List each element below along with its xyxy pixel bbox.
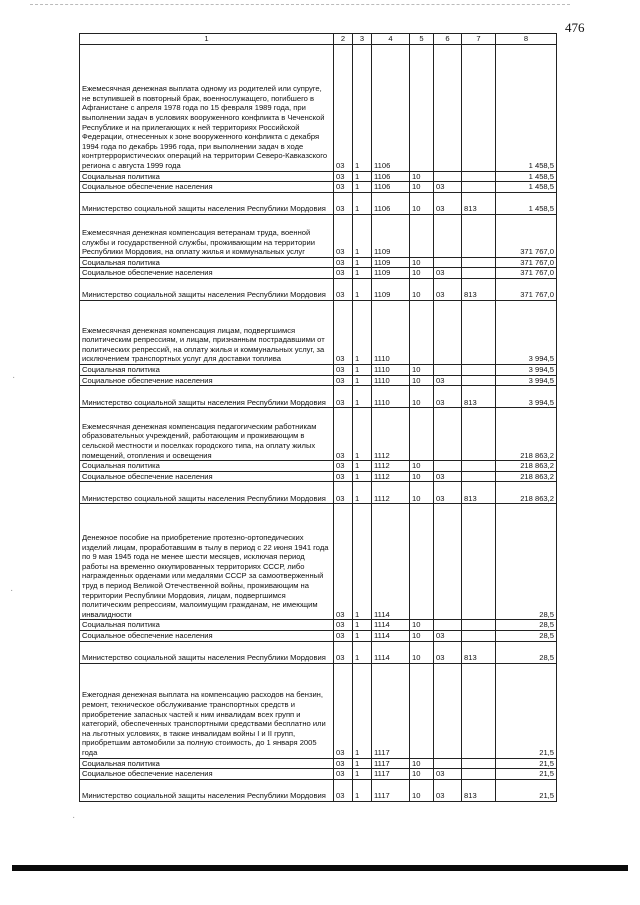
row-amount-cell: 371 767,0: [496, 268, 557, 279]
row-code-cell: 1: [353, 471, 372, 482]
row-name-cell: Социальное обеспечение населения: [80, 769, 334, 780]
table-row: [80, 44, 557, 171]
row-amount-cell: 3 994,5: [496, 300, 557, 364]
row-name-cell: Социальное обеспечение населения: [80, 268, 334, 279]
row-ministry-cell: [462, 471, 496, 482]
row-ministry-cell: [462, 630, 496, 641]
table-row: [80, 257, 557, 268]
row-code-cell: 1: [353, 641, 372, 663]
row-code-cell: 03: [334, 663, 353, 758]
row-name-cell: Социальная политика: [80, 364, 334, 375]
row-code-cell: 1109: [372, 257, 410, 268]
row-code-cell: 1109: [372, 268, 410, 279]
row-code-cell: 03: [334, 182, 353, 193]
row-name-cell: Ежемесячная денежная компенсация ветеранам труда, военной службы и государственной службы, проживающим на территории Республики Мордовия, на оплату жилья и коммунальных услуг: [80, 214, 334, 257]
row-amount-cell: 28,5: [496, 630, 557, 641]
column-header: 8: [496, 34, 557, 45]
row-subsection-cell: [434, 171, 462, 182]
row-subsection-cell: 03: [434, 779, 462, 801]
row-code-cell: 03: [334, 44, 353, 171]
table-row: [80, 482, 557, 504]
row-ministry-cell: [462, 257, 496, 268]
row-section-cell: 10: [410, 482, 434, 504]
table-row: [80, 758, 557, 769]
row-ministry-cell: [462, 375, 496, 386]
row-name-cell: Социальное обеспечение населения: [80, 471, 334, 482]
row-section-cell: 10: [410, 461, 434, 472]
row-section-cell: 10: [410, 471, 434, 482]
row-amount-cell: 21,5: [496, 663, 557, 758]
row-name-cell: Ежегодная денежная выплата на компенсацию расходов на бензин, ремонт, техническое обслуживание транспортных средств и приобретение запасных частей к ним инвалидам всех групп и категорий, обеспеченных транспортными средствами бесплатно или на льготных условиях, в также инвалидам войны I и II групп, приобретшим автомобили за полную стоимость, до 1 января 2005 года: [80, 663, 334, 758]
row-code-cell: 1: [353, 278, 372, 300]
row-code-cell: 1: [353, 663, 372, 758]
row-code-cell: 1: [353, 375, 372, 386]
scan-bottom-bar: [12, 865, 628, 871]
row-code-cell: 1: [353, 300, 372, 364]
row-section-cell: 10: [410, 257, 434, 268]
row-ministry-cell: [462, 408, 496, 461]
row-code-cell: 1112: [372, 408, 410, 461]
row-code-cell: 1: [353, 192, 372, 214]
row-code-cell: 1109: [372, 214, 410, 257]
column-header: 6: [434, 34, 462, 45]
row-code-cell: 03: [334, 300, 353, 364]
row-subsection-cell: 03: [434, 192, 462, 214]
row-amount-cell: 371 767,0: [496, 278, 557, 300]
row-code-cell: 1: [353, 779, 372, 801]
row-name-cell: Социальная политика: [80, 620, 334, 631]
row-name-cell: Социальная политика: [80, 171, 334, 182]
row-section-cell: [410, 44, 434, 171]
row-amount-cell: 218 863,2: [496, 461, 557, 472]
row-code-cell: 03: [334, 482, 353, 504]
row-code-cell: 1109: [372, 278, 410, 300]
row-subsection-cell: [434, 408, 462, 461]
row-code-cell: 1110: [372, 364, 410, 375]
row-code-cell: 03: [334, 364, 353, 375]
row-code-cell: 1: [353, 171, 372, 182]
row-code-cell: 1112: [372, 482, 410, 504]
row-section-cell: [410, 504, 434, 620]
table-row: [80, 300, 557, 364]
row-code-cell: 03: [334, 758, 353, 769]
row-amount-cell: 28,5: [496, 641, 557, 663]
row-name-cell: Ежемесячная денежная выплата одному из родителей или супруге, не вступившей в повторный брак, военнослужащего, погибшего в Афганистане с апреля 1978 года по 15 февраля 1989 года, при выполнении задач в условиях вооруженного конфликта в Чеченской Республике и на прилегающих к ней территориях Российской Федерации, отнесенных к зоне вооруженного конфликта с декабря 1994 года по декабрь 1996 года, при выполнении задач в ходе контртеррористических операций на территории Северо-Кавказского региона с августа 1999 года: [80, 44, 334, 171]
row-code-cell: 03: [334, 278, 353, 300]
row-amount-cell: 3 994,5: [496, 386, 557, 408]
row-ministry-cell: [462, 758, 496, 769]
row-code-cell: 1106: [372, 44, 410, 171]
row-code-cell: 03: [334, 779, 353, 801]
row-code-cell: 1110: [372, 386, 410, 408]
row-code-cell: 03: [334, 192, 353, 214]
row-code-cell: 1114: [372, 504, 410, 620]
row-ministry-cell: [462, 364, 496, 375]
row-name-cell: Социальное обеспечение населения: [80, 375, 334, 386]
row-code-cell: 03: [334, 214, 353, 257]
row-code-cell: 1: [353, 630, 372, 641]
row-code-cell: 1114: [372, 630, 410, 641]
column-header: 7: [462, 34, 496, 45]
table-row: [80, 278, 557, 300]
row-name-cell: Министерство социальной защиты населения Республики Мордовия: [80, 482, 334, 504]
table-row: [80, 375, 557, 386]
row-section-cell: 10: [410, 171, 434, 182]
row-name-cell: Социальная политика: [80, 461, 334, 472]
row-name-cell: Социальная политика: [80, 257, 334, 268]
budget-table: [79, 33, 557, 802]
row-ministry-cell: [462, 620, 496, 631]
row-code-cell: 1: [353, 214, 372, 257]
row-ministry-cell: [462, 214, 496, 257]
row-section-cell: [410, 408, 434, 461]
row-code-cell: 1110: [372, 300, 410, 364]
row-code-cell: 1: [353, 268, 372, 279]
row-code-cell: 03: [334, 268, 353, 279]
row-amount-cell: 218 863,2: [496, 471, 557, 482]
row-code-cell: 03: [334, 461, 353, 472]
row-name-cell: Денежное пособие на приобретение протезно-ортопедических изделий лицам, проработавшим в тылу в период с 22 июня 1941 года по 9 мая 1945 года не менее шести месяцев, исключая период работы на временно оккупированных территориях СССР, либо награжденных орденами или медалями СССР за самоотверженный труд в период Великой Отечественной войны, проживающим на территории Республики Мордовия, лицам, подвергшимся политическим репрессиям, малоимущим гражданам, не имеющим инвалидности: [80, 504, 334, 620]
row-amount-cell: 371 767,0: [496, 214, 557, 257]
table-row: [80, 171, 557, 182]
table-header-row: [80, 34, 557, 45]
row-code-cell: 03: [334, 641, 353, 663]
row-section-cell: [410, 663, 434, 758]
table-row: [80, 192, 557, 214]
row-subsection-cell: 03: [434, 386, 462, 408]
row-subsection-cell: 03: [434, 268, 462, 279]
row-ministry-cell: [462, 504, 496, 620]
row-code-cell: 03: [334, 471, 353, 482]
row-code-cell: 1110: [372, 375, 410, 386]
table-row: [80, 471, 557, 482]
row-amount-cell: 1 458,5: [496, 182, 557, 193]
row-code-cell: 03: [334, 504, 353, 620]
row-section-cell: 10: [410, 182, 434, 193]
row-code-cell: 1: [353, 620, 372, 631]
row-code-cell: 1106: [372, 171, 410, 182]
row-code-cell: 1: [353, 482, 372, 504]
table-row: [80, 504, 557, 620]
row-code-cell: 1: [353, 758, 372, 769]
row-amount-cell: 371 767,0: [496, 257, 557, 268]
row-code-cell: 1114: [372, 641, 410, 663]
table-row: [80, 182, 557, 193]
row-section-cell: 10: [410, 758, 434, 769]
table-row: [80, 214, 557, 257]
row-ministry-cell: 813: [462, 386, 496, 408]
row-ministry-cell: [462, 769, 496, 780]
table-row: [80, 268, 557, 279]
row-amount-cell: 28,5: [496, 504, 557, 620]
row-subsection-cell: [434, 44, 462, 171]
column-header: 1: [80, 34, 334, 45]
row-code-cell: 1: [353, 364, 372, 375]
row-section-cell: [410, 214, 434, 257]
row-code-cell: 03: [334, 630, 353, 641]
row-section-cell: 10: [410, 620, 434, 631]
row-code-cell: 1117: [372, 663, 410, 758]
row-section-cell: 10: [410, 641, 434, 663]
table-body: [80, 44, 557, 801]
row-code-cell: 03: [334, 171, 353, 182]
row-subsection-cell: 03: [434, 278, 462, 300]
row-code-cell: 1: [353, 44, 372, 171]
row-subsection-cell: [434, 504, 462, 620]
row-section-cell: 10: [410, 375, 434, 386]
row-section-cell: 10: [410, 630, 434, 641]
row-amount-cell: 3 994,5: [496, 375, 557, 386]
row-subsection-cell: 03: [434, 471, 462, 482]
row-ministry-cell: [462, 44, 496, 171]
row-code-cell: 1112: [372, 471, 410, 482]
row-name-cell: Социальное обеспечение населения: [80, 182, 334, 193]
row-ministry-cell: [462, 300, 496, 364]
row-ministry-cell: 813: [462, 192, 496, 214]
row-code-cell: 1106: [372, 192, 410, 214]
table-row: [80, 641, 557, 663]
table-row: [80, 364, 557, 375]
row-subsection-cell: [434, 758, 462, 769]
row-section-cell: 10: [410, 779, 434, 801]
row-ministry-cell: [462, 268, 496, 279]
row-code-cell: 03: [334, 375, 353, 386]
column-header: 4: [372, 34, 410, 45]
row-ministry-cell: [462, 663, 496, 758]
row-amount-cell: 21,5: [496, 769, 557, 780]
row-subsection-cell: 03: [434, 641, 462, 663]
row-name-cell: Министерство социальной защиты населения Республики Мордовия: [80, 192, 334, 214]
row-amount-cell: 3 994,5: [496, 364, 557, 375]
column-header: 5: [410, 34, 434, 45]
row-subsection-cell: [434, 214, 462, 257]
table-row: [80, 630, 557, 641]
row-code-cell: 03: [334, 620, 353, 631]
row-subsection-cell: [434, 257, 462, 268]
row-code-cell: 1117: [372, 769, 410, 780]
row-code-cell: 1: [353, 182, 372, 193]
row-section-cell: [410, 300, 434, 364]
scan-speck: ·: [10, 585, 14, 596]
row-code-cell: 1: [353, 386, 372, 408]
row-amount-cell: 28,5: [496, 620, 557, 631]
page-number: 476: [565, 20, 585, 35]
row-section-cell: 10: [410, 364, 434, 375]
table-row: [80, 461, 557, 472]
row-amount-cell: 1 458,5: [496, 171, 557, 182]
row-ministry-cell: [462, 171, 496, 182]
row-name-cell: Министерство социальной защиты населения Республики Мордовия: [80, 779, 334, 801]
table-row: [80, 408, 557, 461]
row-ministry-cell: 813: [462, 482, 496, 504]
row-subsection-cell: [434, 364, 462, 375]
row-ministry-cell: 813: [462, 641, 496, 663]
row-section-cell: 10: [410, 192, 434, 214]
table-row: [80, 663, 557, 758]
row-subsection-cell: [434, 663, 462, 758]
row-code-cell: 1117: [372, 779, 410, 801]
row-section-cell: 10: [410, 769, 434, 780]
row-name-cell: Министерство социальной защиты населения Республики Мордовия: [80, 641, 334, 663]
row-section-cell: 10: [410, 268, 434, 279]
row-subsection-cell: [434, 620, 462, 631]
scan-speck: ·: [72, 812, 76, 823]
row-amount-cell: 1 458,5: [496, 192, 557, 214]
row-code-cell: 1: [353, 504, 372, 620]
row-subsection-cell: 03: [434, 375, 462, 386]
row-name-cell: Ежемесячная денежная компенсация лицам, подвергшимся политическим репрессиям, и лицам, признанным пострадавшими от политических репрессий, на оплату жилья и коммунальных услуг, за исключением транспортных услуг для доставки топлива: [80, 300, 334, 364]
row-section-cell: 10: [410, 278, 434, 300]
row-section-cell: 10: [410, 386, 434, 408]
row-ministry-cell: [462, 461, 496, 472]
row-ministry-cell: 813: [462, 779, 496, 801]
column-header: 3: [353, 34, 372, 45]
row-subsection-cell: 03: [434, 182, 462, 193]
row-amount-cell: 218 863,2: [496, 408, 557, 461]
scan-top-edge: [30, 4, 570, 6]
row-code-cell: 1: [353, 461, 372, 472]
row-name-cell: Министерство социальной защиты населения Республики Мордовия: [80, 386, 334, 408]
row-subsection-cell: [434, 300, 462, 364]
row-name-cell: Социальное обеспечение населения: [80, 630, 334, 641]
row-name-cell: Ежемесячная денежная компенсация педагогическим работникам образовательных учреждений, работающим и проживающим в сельской местности и поселках городского типа, на оплату жилых помещений, отопления и освещения: [80, 408, 334, 461]
table-row: [80, 769, 557, 780]
row-ministry-cell: [462, 182, 496, 193]
table-row: [80, 620, 557, 631]
row-amount-cell: 1 458,5: [496, 44, 557, 171]
row-amount-cell: 218 863,2: [496, 482, 557, 504]
row-code-cell: 1117: [372, 758, 410, 769]
row-code-cell: 03: [334, 257, 353, 268]
table-row: [80, 779, 557, 801]
row-code-cell: 03: [334, 386, 353, 408]
row-code-cell: 1106: [372, 182, 410, 193]
row-code-cell: 1: [353, 257, 372, 268]
column-header: 2: [334, 34, 353, 45]
scan-speck: ·: [12, 372, 16, 383]
row-ministry-cell: 813: [462, 278, 496, 300]
row-code-cell: 1112: [372, 461, 410, 472]
row-code-cell: 03: [334, 769, 353, 780]
row-amount-cell: 21,5: [496, 758, 557, 769]
row-subsection-cell: 03: [434, 482, 462, 504]
row-name-cell: Министерство социальной защиты населения Республики Мордовия: [80, 278, 334, 300]
row-name-cell: Социальная политика: [80, 758, 334, 769]
row-subsection-cell: 03: [434, 630, 462, 641]
row-code-cell: 1114: [372, 620, 410, 631]
row-subsection-cell: 03: [434, 769, 462, 780]
row-code-cell: 1: [353, 408, 372, 461]
table-row: [80, 386, 557, 408]
row-code-cell: 1: [353, 769, 372, 780]
row-subsection-cell: [434, 461, 462, 472]
row-amount-cell: 21,5: [496, 779, 557, 801]
row-code-cell: 03: [334, 408, 353, 461]
